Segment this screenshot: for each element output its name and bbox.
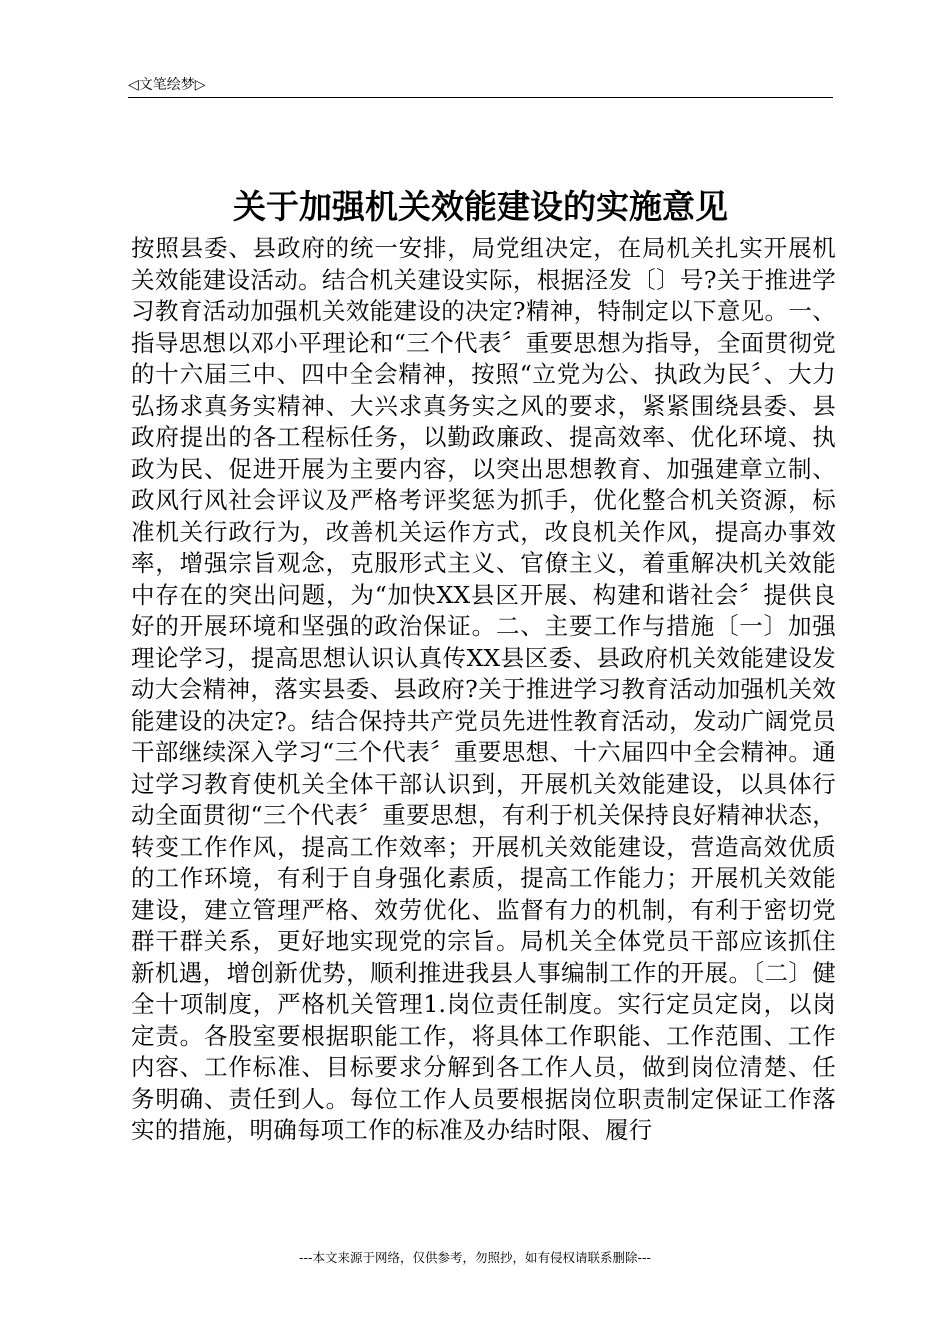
header-label: ◁文笔绘梦▷ [128,77,206,93]
header-divider [128,97,833,98]
footer-notice: ---本文来源于网络，仅供参考，勿照抄，如有侵权请联系删除--- [298,1250,652,1265]
document-body: 按照县委、县政府的统一安排，局党组决定，在局机关扎实开展机关效能建设活动。结合机关建设实际，根据泾发〔〕号?关于推进学习教育活动加强机关效能建设的决定?精神，特制定以下意见。一、指导思想以邓小平理论和“三个代表〞重要思想为指导，全面贯彻党的十六届三中、四中全会精神，按照“立党为公、执政为民〞、大力弘扬求真务实精神、大兴求真务实之风的要求，紧紧围绕县委、县政府提出的各工程标任务，以勤政廉政、提高效率、优化环境、执政为民、促进开展为主要内容，以突出思想教育、加强建章立制、政风行风社会评议及严格考评奖惩为抓手，优化整合机关资源，标准机关行政行为，改善机关运作方式，改良机关作风，提高办事效率，增强宗旨观念，克服形式主义、官僚主义，着重解决机关效能中存在的突出问题，为“加快XX县区开展、构建和谐社会〞提供良好的开展环境和坚强的政治保证。二、主要工作与措施〔一〕加强理论学习，提高思想认识认真传XX县区委、县政府机关效能建设发动大会精神，落实县委、县政府?关于推进学习教育活动加强机关效能建设的决定?。结合保持共产党员先进性教育活动，发动广阔党员干部继续深入学习“三个代表〞重要思想、十六届四中全会精神。通过学习教育使机关全体干部认识到，开展机关效能建设，以具体行动全面贯彻“三个代表〞重要思想，有利于机关保持良好精神状态，转变工作作风，提高工作效率；开展机关效能建设，营造高效优质的工作环境，有利于自身强化素质，提高工作能力；开展机关效能建设，建立管理严格、效劳优化、监督有力的机制，有利于密切党群干群关系，更好地实现党的宗旨。局机关全体党员干部应该抓住新机遇，增创新优势，顺利推进我县人事编制工作的开展。〔二〕健全十项制度，严格机关管理1.岗位责任制度。实行定员定岗，以岗定责。各股室要根据职能工作，将具体工作职能、工作范围、工作内容、工作标准、目标要求分解到各工作人员，做到岗位清楚、任务明确、责任到人。每位工作人员要根据岗位职责制定保证工作落实的措施，明确每项工作的标准及办结时限、履行 [131,234,836,1144]
page-header [128,74,833,98]
document-title: 关于加强机关效能建设的实施意见 [233,187,728,226]
